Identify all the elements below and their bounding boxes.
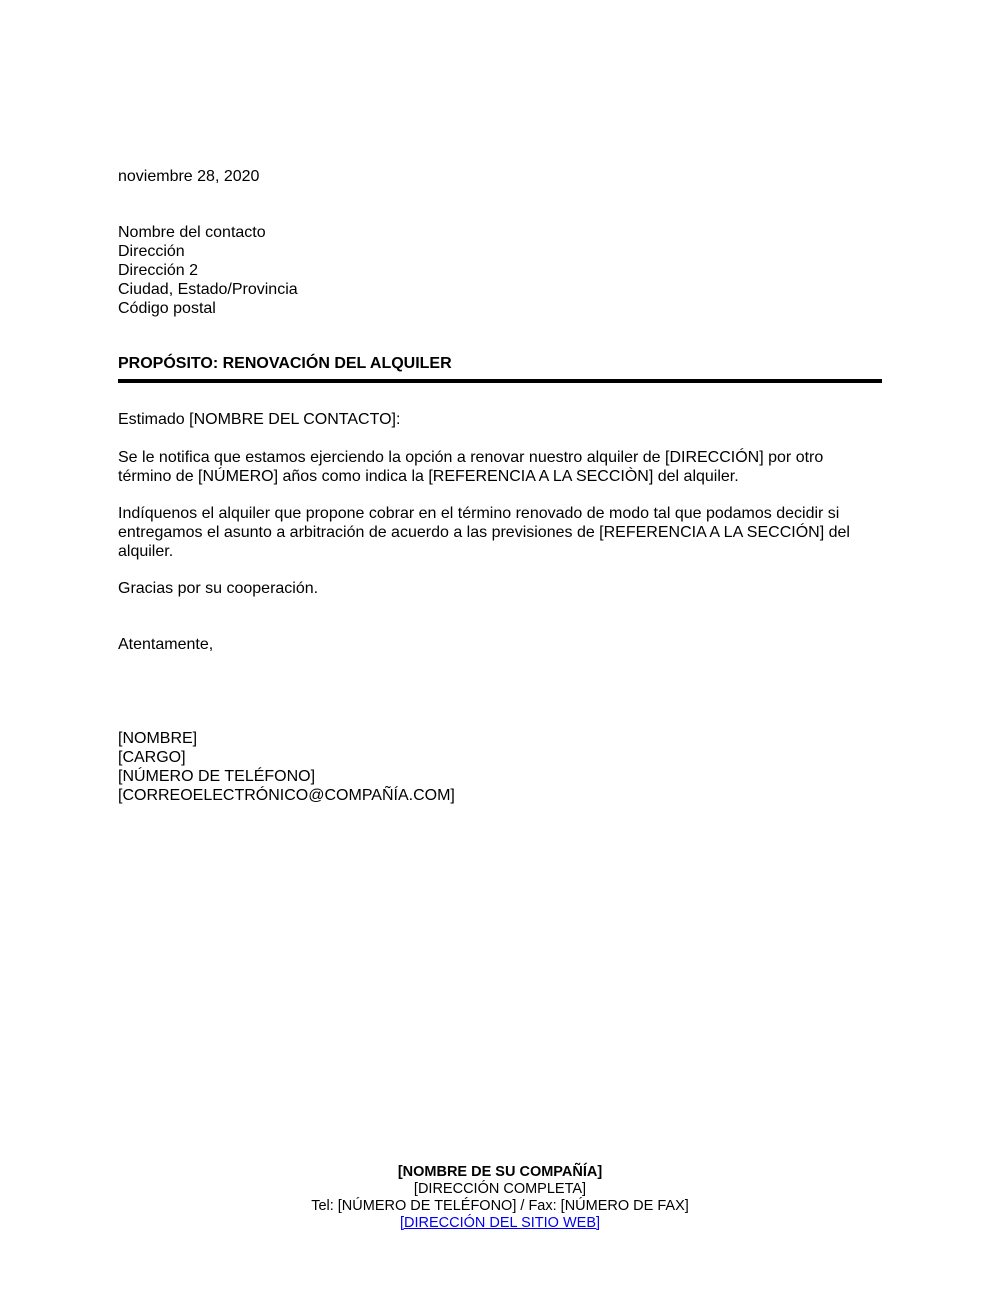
salutation: Estimado [NOMBRE DEL CONTACTO]: xyxy=(118,411,401,428)
body-paragraph-1 xyxy=(118,448,888,486)
recipient-name: Nombre del contacto xyxy=(118,224,266,241)
footer-contact: Tel: [NÚMERO DE TELÉFONO] / Fax: [NÚMERO DE FAX] xyxy=(311,1198,689,1214)
paragraph-line: Gracias por su cooperación. xyxy=(118,580,319,597)
recipient-block xyxy=(118,223,298,318)
subject-heading: PROPÓSITO: RENOVACIÓN DEL ALQUILER xyxy=(118,355,452,372)
signature-title: [CARGO] xyxy=(118,749,186,766)
closing: Atentamente, xyxy=(118,636,214,653)
paragraph-line: entregamos el asunto a arbitración de acuerdo a las previsiones de [REFERENCIA A LA SECCIÓN] del xyxy=(118,524,850,541)
recipient-city-state: Ciudad, Estado/Provincia xyxy=(118,281,298,298)
signature-name: [NOMBRE] xyxy=(118,730,198,747)
recipient-address-2: Dirección 2 xyxy=(118,262,199,279)
signature-block xyxy=(118,729,455,805)
footer-website-link[interactable]: [DIRECCIÓN DEL SITIO WEB] xyxy=(399,1215,601,1231)
body-paragraph-3 xyxy=(118,579,888,598)
paragraph-line: alquiler. xyxy=(118,543,174,560)
footer-address: [DIRECCIÓN COMPLETA] xyxy=(413,1181,587,1197)
paragraph-line: Se le notifica que estamos ejerciendo la opción a renovar nuestro alquiler de [DIRECCIÓN] por otro xyxy=(118,449,824,466)
letter-date: noviembre 28, 2020 xyxy=(118,168,260,185)
paragraph-line: término de [NÚMERO] años como indica la [REFERENCIA A LA SECCIÒN] del alquiler. xyxy=(118,468,739,485)
signature-email: [CORREOELECTRÓNICO@COMPAÑÍA.COM] xyxy=(118,787,455,804)
signature-phone: [NÚMERO DE TELÉFONO] xyxy=(118,768,316,785)
recipient-postal-code: Código postal xyxy=(118,300,216,317)
footer-company-name: [NOMBRE DE SU COMPAÑÍA] xyxy=(397,1164,603,1180)
body-paragraph-2 xyxy=(118,504,888,561)
subject-divider xyxy=(118,379,882,383)
company-footer xyxy=(0,1164,1000,1232)
recipient-address-1: Dirección xyxy=(118,243,185,260)
paragraph-line: Indíquenos el alquiler que propone cobrar en el término renovado de modo tal que podamos decidir si xyxy=(118,505,840,522)
